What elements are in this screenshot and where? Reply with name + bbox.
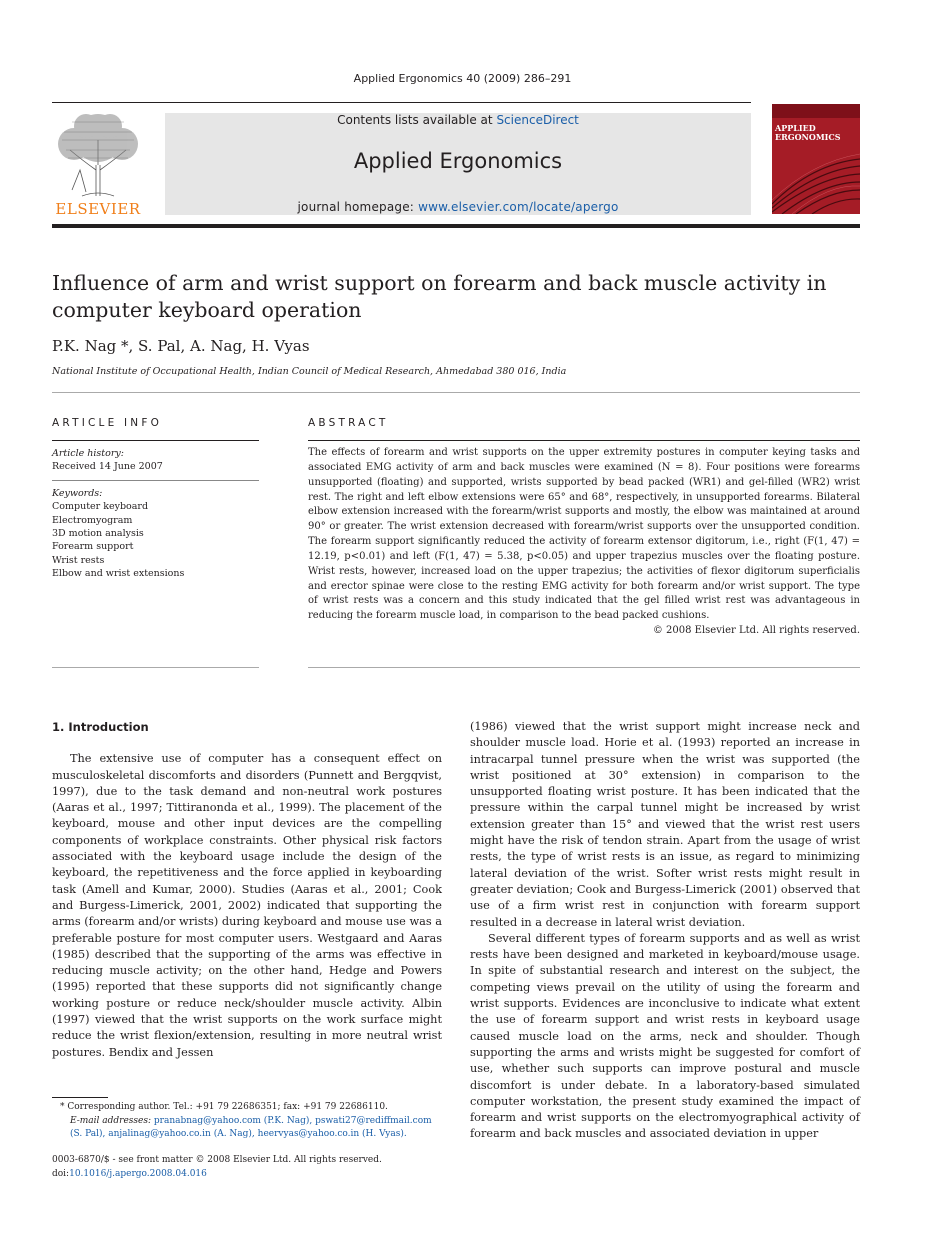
tree-icon xyxy=(52,110,144,198)
copyright: © 2008 Elsevier Ltd. All rights reserved. xyxy=(652,625,860,637)
abstract-bottom-rule xyxy=(308,667,860,668)
cover-title xyxy=(775,124,841,142)
abstract xyxy=(308,446,860,639)
journal-title: Applied Ergonomics xyxy=(353,149,563,173)
header-thick-rule xyxy=(52,224,860,228)
publisher-name: ELSEVIER xyxy=(55,200,141,218)
bottom-info xyxy=(52,1153,452,1181)
footnote xyxy=(52,1101,444,1142)
article-info-heading: ARTICLE INFO xyxy=(52,417,163,429)
email-links[interactable]: pranabnag@yahoo.com (P.K. Nag), pswati27@rediffmail.com (S. Pal), anjalinag@yahoo.co.in (A. Nag), heervyas@yahoo.co.in (H. Vyas). xyxy=(70,1115,432,1139)
keywords-block xyxy=(52,480,259,581)
abstract-text: The effects of forearm and wrist supports on the upper extremity postures in computer keying tasks and associated EMG activity of arm and back muscles were examined (N = 8). Four positions were forearms unsupported (floating) and supported, wrists supported by bead packed (WR1) and gel-filled (WR2) wrist rest. The right and left elbow extensions were 65° and 68°, respectively, in unsupported forearms. Bilateral elbow extension increased with the forearm/wrist supports and mostly, the elbow was maintained at around 90° or greater. The wrist extension decreased with forearm/wrist supports over the unsupported condition. The forearm support significantly reduced the activity of forearm extensor digitorum, i.e., right (F(1, 47) = 12.19, p<0.01) and left (F(1, 47) = 5.38, p<0.05) and upper trapezius muscles over the floating posture. Wrist rests, however, increased load on the upper trapezius; the activities of flexor digitorum superficialis and erector spinae were close to the resting EMG activity for both forearm and/or wrist support. The type of wrist rests was a concern and this study indicated that the gel filled wrist rest was advantageous in reducing the forearm muscle load, in comparison to the bead packed cushions. xyxy=(308,447,860,622)
intro-paragraph-3: Several different types of forearm supports and as well as wrist rests have been designed and marketed in keyboard/mouse usage. In spite of substantial research and interest on the subject, the competing views prevail on the utility of using the forearm and wrist supports. Evidences are inconclusive to indicate what extent the use of forearm support and wrist rests in keyboard usage caused muscle load on the arms, neck and shoulder. Though supporting the arms and wrists might be suggested for comfort of use, whether such supports can improve postural and muscle discomfort is under debate. In a laboratory-based simulated computer workstation, the present study examined the impact of forearm and wrist supports on the electromyographical activity of forearm and back muscles and associated deviation in upper xyxy=(470,931,860,1141)
journal-cover xyxy=(772,104,860,214)
contents-prefix: Contents lists available at xyxy=(337,113,497,127)
corresponding-author: * Corresponding author. Tel.: +91 79 22686351; fax: +91 79 22686110. xyxy=(60,1102,388,1112)
keyword-item: Forearm support xyxy=(52,541,134,553)
article-info-bottom-rule xyxy=(52,667,259,668)
cover-title-line1: APPLIED xyxy=(775,123,816,133)
email-label: E-mail addresses: xyxy=(70,1115,154,1126)
footnote-rule xyxy=(52,1097,108,1098)
email-addresses xyxy=(52,1115,444,1142)
history-label: Article history: xyxy=(52,448,124,459)
homepage-line xyxy=(165,200,751,214)
keywords-label: Keywords: xyxy=(52,487,103,499)
body-right-column xyxy=(470,719,860,1143)
keyword-item: Electromyogram xyxy=(52,514,133,526)
header-top-rule xyxy=(52,102,751,103)
article-info xyxy=(52,447,259,581)
title-bottom-rule xyxy=(52,392,860,393)
abstract-heading: ABSTRACT xyxy=(308,417,389,429)
issn-line: 0003-6870/$ - see front matter © 2008 Elsevier Ltd. All rights reserved. xyxy=(52,1155,382,1165)
sciencedirect-link[interactable]: ScienceDirect xyxy=(496,113,579,127)
homepage-link[interactable]: www.elsevier.com/locate/apergo xyxy=(418,200,619,214)
body-left-column xyxy=(52,719,442,1061)
keyword-item: Elbow and wrist extensions xyxy=(52,568,185,580)
paper-title xyxy=(52,270,852,324)
received-date: Received 14 June 2007 xyxy=(52,461,163,473)
running-head: Applied Ergonomics 40 (2009) 286–291 xyxy=(353,72,572,85)
homepage-prefix: journal homepage: xyxy=(297,200,419,214)
intro-paragraph-1: The extensive use of computer has a consequent effect on musculoskeletal discomforts and disorders (Punnett and Bergqvist, 1997), due to the task demand and non-neutral work postures (Aaras et al., 1997; Tittiranonda et al., 1999). The placement of the keyboard, mouse and other input devices are the compelling components of workplace constraints. Other physical risk factors associated with the keyboard usage include the design of the keyboard, the repetitiveness and the force applied in keyboarding task (Amell and Kumar, 2000). Studies (Aaras et al., 2001; Cook and Burgess-Limerick, 2001, 2002) indicated that supporting the arms (forearm and/or wrists) during keyboard and mouse use was a preferable posture for most computer users. Westgaard and Aaras (1985) described that the supporting of the arms was effective in reducing muscle activity; on the other hand, Hedge and Powers (1995) reported that these supports did not significantly change working posture or reduce neck/shoulder muscle activity. Albin (1997) viewed that the wrist supports on the work surface might reduce the wrist flexion/extension, resulting in more neutral wrist postures. Bendix and Jessen xyxy=(52,752,442,1059)
paper-title-line1: Influence of arm and wrist support on forearm and back muscle activity in xyxy=(52,271,827,295)
keyword-item: Computer keyboard xyxy=(52,501,149,513)
cover-art-icon xyxy=(772,104,860,214)
section-heading: 1. Introduction xyxy=(52,720,149,734)
keyword-item: 3D motion analysis xyxy=(52,528,144,540)
article-info-rule xyxy=(52,440,259,441)
doi-label: doi: xyxy=(52,1169,70,1179)
elsevier-logo xyxy=(52,110,144,216)
affiliation: National Institute of Occupational Health, Indian Council of Medical Research, Ahmedabad 380 016, India xyxy=(52,366,567,377)
keyword-item: Wrist rests xyxy=(52,554,105,566)
abstract-rule xyxy=(308,440,860,441)
intro-paragraph-2: (1986) viewed that the wrist support might increase neck and shoulder muscle load. Horie et al. (1993) reported an increase in intracarpal tunnel pressure when the wrist was supported (the wrist positioned at 30° extension) in comparison to the unsupported floating wrist posture. It has been indicated that the pressure within the carpal tunnel might be increased by wrist extension greater than 15° and viewed that the wrist rest users might have the risk of tendon strain. Apart from the usage of wrist rests, the type of wrist rests is an issue, as regard to minimizing lateral deviation of the wrist. Softer wrist rests might result in greater deviation; Cook and Burgess-Limerick (2001) observed that use of a firm wrist rest in conjunction with forearm support resulted in a decrease in lateral wrist deviation. xyxy=(470,720,860,929)
doi-link[interactable]: 10.1016/j.apergo.2008.04.016 xyxy=(69,1169,207,1179)
paper-title-line2: computer keyboard operation xyxy=(52,298,362,322)
journal-masthead xyxy=(165,113,751,215)
cover-title-line2: ERGONOMICS xyxy=(775,132,841,142)
contents-line xyxy=(165,113,751,127)
authors: P.K. Nag *, S. Pal, A. Nag, H. Vyas xyxy=(52,337,310,355)
doi-line xyxy=(52,1167,452,1181)
